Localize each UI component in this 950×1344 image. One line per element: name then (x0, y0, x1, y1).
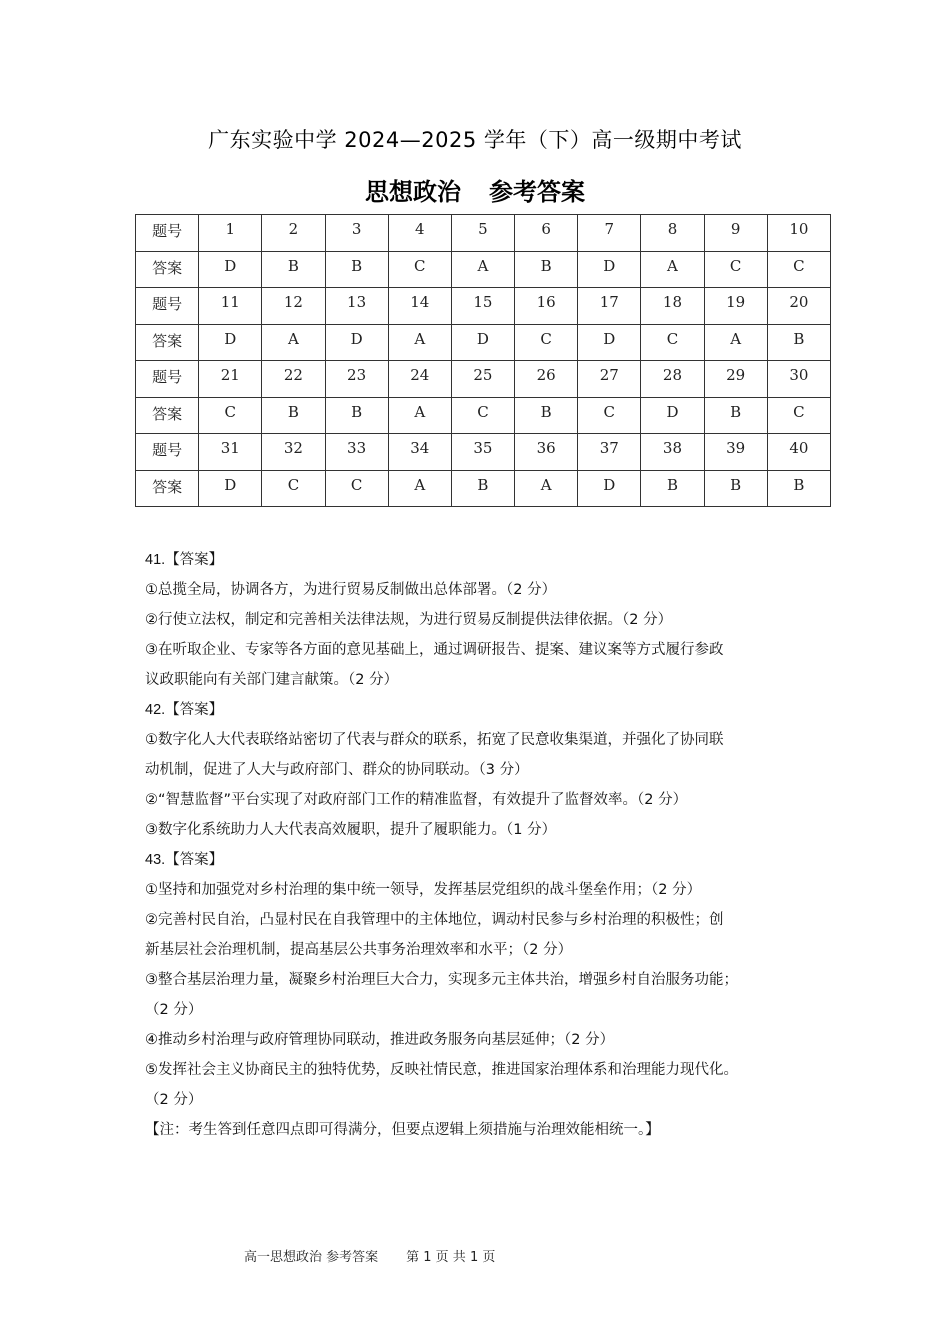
question-43 (145, 845, 815, 1115)
answer-cell: C (767, 251, 830, 288)
answer-row (136, 251, 831, 288)
question-number-cell: 27 (578, 361, 641, 398)
answer-line: （2 分） (145, 1002, 203, 1018)
question-number-cell: 20 (767, 288, 830, 325)
question-number-cell: 38 (641, 434, 704, 471)
question-number-cell: 36 (515, 434, 578, 471)
question-number-cell: 39 (704, 434, 767, 471)
answer-line: ①总揽全局，协调各方，为进行贸易反制做出总体部署。（2 分） (145, 582, 557, 598)
answer-table (135, 214, 831, 507)
answer-body (145, 545, 815, 1145)
question-number-cell: 26 (515, 361, 578, 398)
question-number-cell: 17 (578, 288, 641, 325)
row-label: 题号 (136, 215, 199, 252)
row-label: 题号 (136, 361, 199, 398)
question-number-cell: 25 (451, 361, 514, 398)
question-number-cell: 23 (325, 361, 388, 398)
question-number-cell: 15 (451, 288, 514, 325)
answer-cell: B (325, 251, 388, 288)
answer-line: ④推动乡村治理与政府管理协同联动，推进政务服务向基层延伸；（2 分） (145, 1032, 615, 1048)
question-number-cell: 10 (767, 215, 830, 252)
question-number-cell: 14 (388, 288, 451, 325)
subject-title (0, 172, 950, 207)
answer-cell: D (451, 324, 514, 361)
answer-line: ②行使立法权，制定和完善相关法律法规，为进行贸易反制提供法律依据。（2 分） (145, 612, 673, 628)
question-number-cell: 22 (262, 361, 325, 398)
question-number-cell: 2 (262, 215, 325, 252)
question-number-cell: 21 (199, 361, 262, 398)
footer-doc-label: 高一思想政治 参考答案 (244, 1250, 379, 1265)
answer-line: 议政职能向有关部门建言献策。（2 分） (145, 672, 399, 688)
answer-cell: B (262, 397, 325, 434)
answer-cell: A (388, 470, 451, 507)
answer-row (136, 397, 831, 434)
answer-cell: B (704, 470, 767, 507)
row-label: 题号 (136, 288, 199, 325)
row-label: 答案 (136, 324, 199, 361)
answer-cell: B (451, 470, 514, 507)
question-number-cell: 34 (388, 434, 451, 471)
answer-cell: C (388, 251, 451, 288)
question-number-cell: 33 (325, 434, 388, 471)
question-number-cell: 35 (451, 434, 514, 471)
answer-line: ②完善村民自治，凸显村民在自我管理中的主体地位，调动村民参与乡村治理的积极性；创 (145, 912, 724, 928)
answer-cell: A (388, 324, 451, 361)
question-42 (145, 695, 815, 845)
question-number-cell: 30 (767, 361, 830, 398)
question-number-cell: 6 (515, 215, 578, 252)
answer-cell: C (451, 397, 514, 434)
answer-line: ⑤发挥社会主义协商民主的独特优势，反映社情民意，推进国家治理体系和治理能力现代化。 (145, 1062, 738, 1078)
answer-cell: A (262, 324, 325, 361)
document-type: 参考答案 (489, 178, 585, 206)
answer-cell: B (515, 397, 578, 434)
answer-cell: D (199, 324, 262, 361)
question-number-cell: 13 (325, 288, 388, 325)
question-number-cell: 4 (388, 215, 451, 252)
answer-line: （2 分） (145, 1092, 203, 1108)
answer-cell: B (515, 251, 578, 288)
question-heading: 42.【答案】 (145, 702, 224, 718)
answer-cell: B (767, 470, 830, 507)
answer-cell: C (325, 470, 388, 507)
answer-cell: D (578, 470, 641, 507)
question-heading: 41.【答案】 (145, 552, 224, 568)
answer-cell: C (641, 324, 704, 361)
answer-line: ①坚持和加强党对乡村治理的集中统一领导，发挥基层党组织的战斗堡垒作用；（2 分） (145, 882, 702, 898)
answer-line: 动机制，促进了人大与政府部门、群众的协同联动。（3 分） (145, 762, 529, 778)
answer-cell: A (451, 251, 514, 288)
answer-cell: B (704, 397, 767, 434)
subject-name: 思想政治 (365, 178, 461, 206)
exam-title: 广东实验中学 2024—2025 学年（下）高一级期中考试 (208, 128, 742, 152)
row-label: 答案 (136, 470, 199, 507)
question-number-cell: 3 (325, 215, 388, 252)
row-label: 答案 (136, 397, 199, 434)
question-number-cell: 18 (641, 288, 704, 325)
question-number-cell: 16 (515, 288, 578, 325)
question-number-cell: 19 (704, 288, 767, 325)
question-number-row (136, 361, 831, 398)
answer-row (136, 470, 831, 507)
answer-cell: A (388, 397, 451, 434)
grading-note: 【注：考生答到任意四点即可得满分，但要点逻辑上须措施与治理效能相统一。】 (145, 1122, 660, 1138)
question-number-row (136, 434, 831, 471)
answer-cell: B (262, 251, 325, 288)
answer-cell: A (515, 470, 578, 507)
answer-cell: D (199, 251, 262, 288)
answer-line: ③在听取企业、专家等各方面的意见基础上，通过调研报告、提案、建议案等方式履行参政 (145, 642, 724, 658)
answer-line: 新基层社会治理机制，提高基层公共事务治理效率和水平；（2 分） (145, 942, 573, 958)
answer-cell: B (325, 397, 388, 434)
answer-line: ③整合基层治理力量，凝聚乡村治理巨大合力，实现多元主体共治，增强乡村自治服务功能； (145, 972, 738, 988)
question-number-row (136, 215, 831, 252)
question-number-cell: 7 (578, 215, 641, 252)
question-41 (145, 545, 815, 695)
answer-cell: C (578, 397, 641, 434)
question-number-cell: 29 (704, 361, 767, 398)
answer-line: ②“智慧监督”平台实现了对政府部门工作的精准监督，有效提升了监督效率。（2 分） (145, 792, 688, 808)
question-heading: 43.【答案】 (145, 852, 224, 868)
answer-cell: C (704, 251, 767, 288)
answer-cell: B (641, 470, 704, 507)
footer-page-info: 第 1 页 共 1 页 (406, 1250, 496, 1265)
answer-row (136, 324, 831, 361)
answer-cell: A (641, 251, 704, 288)
row-label: 答案 (136, 251, 199, 288)
question-number-cell: 24 (388, 361, 451, 398)
answer-cell: C (767, 397, 830, 434)
question-number-cell: 11 (199, 288, 262, 325)
answer-cell: C (262, 470, 325, 507)
question-number-cell: 12 (262, 288, 325, 325)
question-number-cell: 31 (199, 434, 262, 471)
question-number-row (136, 288, 831, 325)
page-footer (244, 1246, 495, 1265)
question-number-cell: 1 (199, 215, 262, 252)
question-number-cell: 9 (704, 215, 767, 252)
row-label: 题号 (136, 434, 199, 471)
question-number-cell: 28 (641, 361, 704, 398)
answer-cell: D (199, 470, 262, 507)
question-number-cell: 32 (262, 434, 325, 471)
answer-cell: D (325, 324, 388, 361)
answer-cell: D (641, 397, 704, 434)
question-number-cell: 8 (641, 215, 704, 252)
question-number-cell: 5 (451, 215, 514, 252)
answer-cell: C (199, 397, 262, 434)
answer-cell: B (767, 324, 830, 361)
answer-line: ③数字化系统助力人大代表高效履职，提升了履职能力。（1 分） (145, 822, 557, 838)
answer-line: ①数字化人大代表联络站密切了代表与群众的联系，拓宽了民意收集渠道，并强化了协同联 (145, 732, 724, 748)
question-number-cell: 37 (578, 434, 641, 471)
answer-cell: D (578, 251, 641, 288)
answer-cell: C (515, 324, 578, 361)
question-number-cell: 40 (767, 434, 830, 471)
answer-cell: D (578, 324, 641, 361)
answer-cell: A (704, 324, 767, 361)
